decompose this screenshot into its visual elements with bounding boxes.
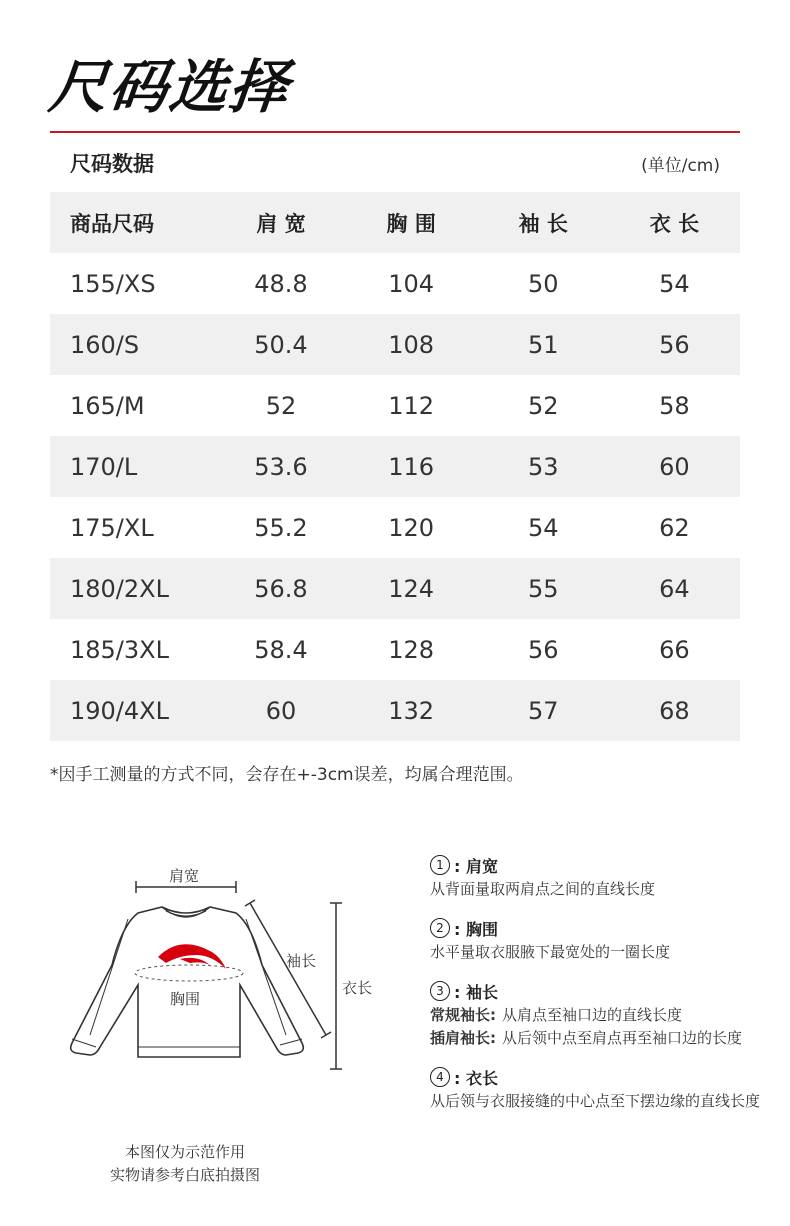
definition-text: 从背面量取两肩点之间的直线长度 — [430, 880, 656, 898]
cell-shoulder: 53.6 — [254, 452, 308, 481]
cell-length: 58 — [659, 391, 690, 420]
cell-sleeve: 50 — [528, 269, 559, 298]
sleeve-label: 袖长 — [286, 952, 317, 970]
cell-size: 175/XL — [70, 513, 154, 542]
cell-size: 170/L — [70, 452, 138, 481]
header-size: 商品尺码 — [70, 211, 154, 236]
cell-sleeve: 53 — [528, 452, 559, 481]
definition-text: 从后领中点至肩点再至袖口边的长度 — [502, 1029, 743, 1047]
definition-title: : 衣长 — [454, 1068, 498, 1088]
number-badge: 1 — [430, 855, 450, 875]
cell-sleeve: 57 — [528, 696, 559, 725]
header-sleeve: 袖 长 — [518, 211, 568, 236]
cell-size: 160/S — [70, 330, 140, 359]
cell-chest: 112 — [388, 391, 435, 420]
size-table — [50, 192, 740, 741]
cell-length: 60 — [659, 452, 690, 481]
shoulder-label: 肩宽 — [169, 867, 200, 885]
definition-text: 水平量取衣服腋下最宽处的一圈长度 — [430, 943, 671, 961]
table-row — [50, 558, 740, 619]
cell-size: 185/3XL — [70, 635, 169, 664]
cell-shoulder: 56.8 — [254, 574, 308, 603]
definition-key: 插肩袖长: — [430, 1029, 496, 1047]
cell-length: 66 — [659, 635, 690, 664]
cell-sleeve: 54 — [528, 513, 559, 542]
cell-sleeve: 56 — [528, 635, 559, 664]
cell-shoulder: 48.8 — [254, 269, 308, 298]
definition-sleeve — [430, 978, 760, 1050]
cell-length: 56 — [659, 330, 690, 359]
definition-chest — [430, 915, 760, 964]
header-length: 衣 长 — [649, 211, 700, 236]
table-row — [50, 680, 740, 741]
cell-shoulder: 58.4 — [254, 635, 308, 664]
cell-sleeve: 55 — [528, 574, 559, 603]
unit-label: (单位/cm) — [641, 156, 720, 176]
number-badge: 2 — [430, 918, 450, 938]
cell-size: 180/2XL — [70, 574, 169, 603]
cell-chest: 132 — [388, 696, 435, 725]
table-row — [50, 314, 740, 375]
table-row — [50, 619, 740, 680]
definition-line-raglan — [430, 1027, 760, 1050]
cell-chest: 120 — [388, 513, 435, 542]
header-shoulder: 肩 宽 — [256, 211, 306, 236]
number-badge: 3 — [430, 981, 450, 1001]
cell-size: 155/XS — [70, 269, 156, 298]
cell-length: 62 — [659, 513, 690, 542]
definition-title: : 胸围 — [454, 919, 498, 939]
number-badge: 4 — [430, 1067, 450, 1087]
sweatshirt-illustration — [40, 855, 400, 1095]
page-title: 尺码选择 — [45, 53, 294, 121]
cell-shoulder: 55.2 — [254, 513, 308, 542]
cell-chest: 124 — [388, 574, 435, 603]
cell-size: 165/M — [70, 391, 145, 420]
cell-length: 64 — [659, 574, 690, 603]
cell-shoulder: 60 — [265, 696, 297, 725]
section-title: 尺码数据 — [70, 152, 154, 176]
measurement-note: *因手工测量的方式不同，会存在+-3cm误差，均属合理范围。 — [50, 765, 524, 785]
definition-title: : 袖长 — [454, 982, 498, 1002]
cell-chest: 128 — [388, 635, 435, 664]
definition-text: 从肩点至袖口边的直线长度 — [502, 1006, 683, 1024]
cell-size: 190/4XL — [70, 696, 169, 725]
length-label: 衣长 — [342, 979, 373, 997]
cell-length: 54 — [659, 269, 690, 298]
measurement-definitions — [430, 852, 760, 1127]
cell-chest: 104 — [388, 269, 435, 298]
table-row — [50, 436, 740, 497]
cell-sleeve: 52 — [528, 391, 559, 420]
table-row — [50, 375, 740, 436]
cell-sleeve: 51 — [528, 330, 559, 359]
definition-key: 常规袖长: — [430, 1006, 496, 1024]
definition-title: : 肩宽 — [454, 856, 498, 876]
diagram-caption-line1: 本图仅为示范作用 — [124, 1143, 245, 1161]
definition-length — [430, 1064, 760, 1113]
cell-shoulder: 52 — [265, 391, 297, 420]
cell-chest: 116 — [388, 452, 435, 481]
definition-text: 从后领与衣服接缝的中心点至下摆边缘的直线长度 — [430, 1092, 761, 1110]
cell-chest: 108 — [388, 330, 435, 359]
diagram-caption-line2: 实物请参考白底拍摄图 — [109, 1166, 260, 1184]
table-header-row — [50, 192, 740, 253]
table-row — [50, 497, 740, 558]
definition-line-regular — [430, 1004, 760, 1027]
definition-shoulder — [430, 852, 760, 901]
cell-length: 68 — [659, 696, 690, 725]
chest-label: 胸围 — [170, 990, 201, 1008]
title-divider — [50, 131, 740, 133]
garment-diagram — [40, 855, 400, 1095]
header-chest: 胸 围 — [386, 211, 436, 236]
cell-shoulder: 50.4 — [254, 330, 308, 359]
table-row — [50, 253, 740, 314]
